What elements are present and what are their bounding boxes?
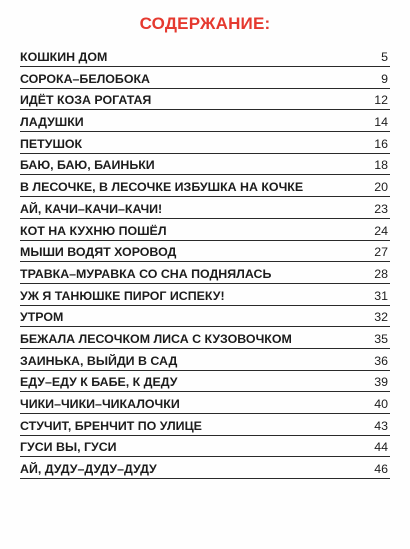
toc-entry-title: КОШКИН ДОМ [20,50,108,64]
toc-entry-title: ГУСИ ВЫ, ГУСИ [20,440,117,455]
toc-entry [20,178,390,200]
toc-entry-title: В ЛЕСОЧКЕ, В ЛЕСОЧКЕ ИЗБУШКА НА КОЧКЕ [20,180,304,195]
toc-entry-title: ЛАДУШКИ [20,115,84,130]
toc-entry-page: 43 [374,418,388,433]
toc-entry [20,48,390,70]
toc-entry-page: 36 [374,353,388,368]
toc-entry [20,460,390,482]
toc-entry-title: АЙ, КАЧИ–КАЧИ–КАЧИ! [20,201,163,216]
toc-entry-title: УТРОМ [20,310,64,325]
toc-entry [20,330,390,352]
toc-entry-title: АЙ, ДУДУ–ДУДУ–ДУДУ [20,462,157,477]
toc-entry [20,352,390,374]
toc-entry [20,417,390,439]
toc-entry-title: БАЮ, БАЮ, БАИНЬКИ [20,158,155,173]
toc-entry-title: ЕДУ–ЕДУ К БАБЕ, К ДЕДУ [20,375,178,390]
toc-entry-page: 16 [374,136,388,151]
toc-entry-title: СТУЧИТ, БРЕНЧИТ ПО УЛИЦЕ [20,418,202,433]
toc-entry-page: 18 [374,158,388,173]
toc-entry-title: ИДЁТ КОЗА РОГАТАЯ [20,93,152,108]
toc-entry-page: 39 [374,375,388,390]
toc-entry-title: СОРОКА–БЕЛОБОКА [20,71,150,86]
toc-entry [20,287,390,309]
toc-entry-title: ЧИКИ–ЧИКИ–ЧИКАЛОЧКИ [20,397,180,411]
toc-entry-page: 9 [381,71,388,86]
toc-entry-page: 5 [381,50,388,64]
toc-entry-page: 12 [374,93,388,108]
toc-entry-page: 28 [374,266,388,281]
toc-entry [20,373,390,395]
toc-entry [20,308,390,330]
toc-entry-page: 32 [374,310,388,325]
toc-entry [20,200,390,222]
toc-entry [20,70,390,92]
toc-entry-page: 35 [374,331,388,346]
toc-entry [20,243,390,265]
toc-entry [20,395,390,417]
toc-entry-title: УЖ Я ТАНЮШКЕ ПИРОГ ИСПЕКУ! [20,288,225,303]
toc-entry-title: МЫШИ ВОДЯТ ХОРОВОД [20,245,177,260]
toc-entry [20,91,390,113]
toc-entry [20,156,390,178]
toc-entry-page: 40 [374,397,388,411]
toc-entry [20,222,390,244]
toc-entry-page: 24 [374,223,388,238]
toc-entry [20,438,390,460]
table-of-contents [20,48,390,482]
toc-entry-page: 27 [374,245,388,260]
toc-entry-page: 23 [374,201,388,216]
toc-entry [20,113,390,135]
toc-entry-page: 20 [374,180,388,195]
contents-heading: СОДЕРЖАНИЕ: [139,14,271,33]
toc-entry-title: БЕЖАЛА ЛЕСОЧКОМ ЛИСА С КУЗОВОЧКОМ [20,331,292,346]
toc-entry-title: ПЕТУШОК [20,136,83,151]
toc-entry-title: КОТ НА КУХНЮ ПОШЁЛ [20,223,167,238]
toc-entry-page: 46 [374,462,388,477]
toc-entry [20,135,390,157]
toc-entry-title: ЗАИНЬКА, ВЫЙДИ В САД [20,353,178,368]
toc-entry-page: 31 [374,288,388,303]
toc-entry [20,265,390,287]
toc-entry-page: 14 [374,115,388,130]
toc-entry-title: ТРАВКА–МУРАВКА СО СНА ПОДНЯЛАСЬ [20,266,272,281]
toc-entry-page: 44 [374,440,388,455]
